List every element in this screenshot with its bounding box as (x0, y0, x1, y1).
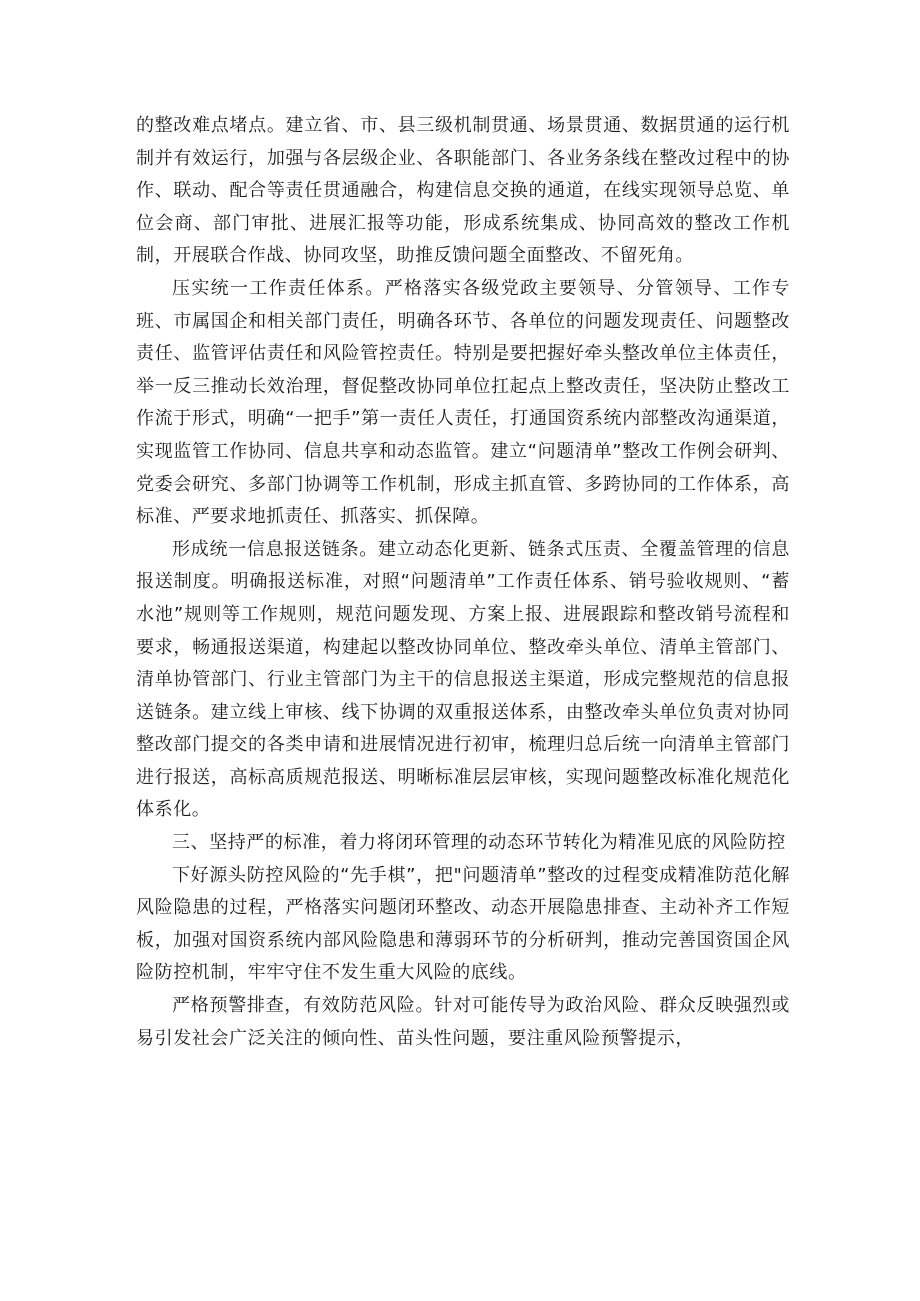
paragraph-early-warning: 严格预警排查，有效防范风险。针对可能传导为政治风险、群众反映强烈或易引发社会广泛关注的倾向性、苗头性问题，要注重风险预警提示， (136, 995, 790, 1049)
document-body (136, 110, 790, 1055)
paragraph-information-reporting: 形成统一信息报送链条。建立动态化更新、链条式压责、全覆盖管理的信息报送制度。明确报送标准，对照“问题清单”工作责任体系、销号验收规则、“蓄水池”规则等工作规则，规范问题发现、方案上报、进展跟踪和整改销号流程和要求，畅通报送渠道，构建起以整改协同单位、整改牵头单位、清单主管部门、清单协管部门、行业主管部门为主干的信息报送主渠道，形成完整规范的信息报送链条。建立线上审核、线下协调的双重报送体系，由整改牵头单位负责对协同整改部门提交的各类申请和进展情况进行初审，梳理归总后统一向清单主管部门进行报送，高标高质规范报送、明晰标准层层审核，实现问题整改标准化规范化体系化。 (136, 538, 790, 821)
paragraph-responsibility-system: 压实统一工作责任体系。严格落实各级党政主要领导、分管领导、工作专班、市属国企和相关部门责任，明确各环节、各单位的问题发现责任、问题整改责任、监管评估责任和风险管控责任。特别是要把握好牵头整改单位主体责任，举一反三推动长效治理，督促整改协同单位扛起点上整改责任，坚决防止整改工作流于形式，明确“一把手”第一责任人责任，打通国资系统内部整改沟通渠道，实现监管工作协同、信息共享和动态监管。建立“问题清单”整改工作例会研判、党委会研究、多部门协调等工作机制，形成主抓直管、多跨协同的工作体系，高标准、严要求地抓责任、抓落实、抓保障。 (136, 277, 790, 528)
paragraph-risk-prevention: 下好源头防控风险的“先手棋”，把"问题清单”整改的过程变成精准防范化解风险隐患的过程，严格落实问题闭环整改、动态开展隐患排查、主动补齐工作短板，加强对国资系统内部风险隐患和薄弱环节的分析研判，推动完善国资国企风险防控机制，牢牢守住不发生重大风险的底线。 (136, 864, 790, 984)
section-heading-three: 三、坚持严的标准，着力将闭环管理的动态环节转化为精准见底的风险防控 (172, 832, 786, 854)
paragraph-continuation: 的整改难点堵点。建立省、市、县三级机制贯通、场景贯通、数据贯通的运行机制并有效运行，加强与各层级企业、各职能部门、各业务条线在整改过程中的协作、联动、配合等责任贯通融合，构建信息交换的通道，在线实现领导总览、单位会商、部门审批、进展汇报等功能，形成系统集成、协同高效的整改工作机制，开展联合作战、协同攻坚，助推反馈问题全面整改、不留死角。 (136, 115, 790, 267)
